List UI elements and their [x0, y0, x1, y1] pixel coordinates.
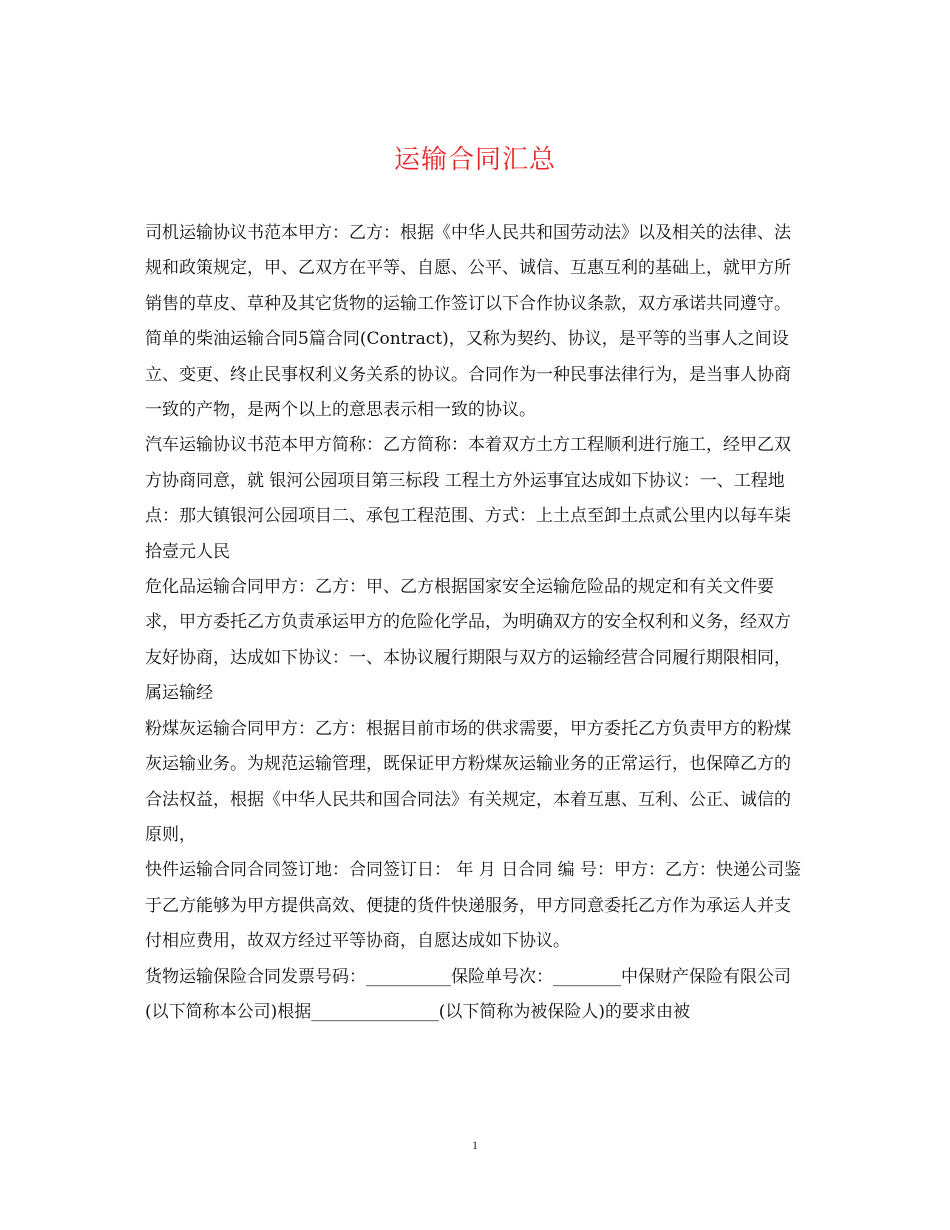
paragraph-diesel-transport-contract: 简单的柴油运输合同5篇合同(Contract)，又称为契约、协议，是平等的当事人之间设立、变更、终止民事权利义务关系的协议。合同作为一种民事法律行为，是当事人协商一致的产物，是两个以上的意思表示相一致的协议。	[145, 329, 791, 421]
paragraph-hazmat-transport-contract: 危化品运输合同甲方：乙方：甲、乙方根据国家安全运输危险品的规定和有关文件要求，甲方委托乙方负责承运甲方的危险化学品，为明确双方的安全权利和义务，经双方友好协商，达成如下协议：一、本协议履行期限与双方的运输经营合同履行期限相同，属运输经	[145, 577, 791, 704]
paragraph-fly-ash-transport-contract: 粉煤灰运输合同甲方：乙方：根据目前市场的供求需要，甲方委托乙方负责甲方的粉煤灰运输业务。为规范运输管理，既保证甲方粉煤灰运输业务的正常运行，也保障乙方的合法权益，根据《中华人民共和国合同法》有关规定，本着互惠、互利、公正、诚信的原则，	[145, 718, 791, 845]
page-title: 运输合同汇总	[393, 145, 556, 175]
paragraph-vehicle-transport-agreement: 汽车运输协议书范本甲方简称：乙方简称：本着双方土方工程顺利进行施工，经甲乙双方协商同意，就 银河公园项目第三标段 工程土方外运事宜达成如下协议：一、工程地点：那大镇银河公园项目二、承包工程范围、方式：上土点至卸土点贰公里内以每车柒拾壹元人民	[145, 435, 791, 562]
document-body	[145, 216, 805, 1030]
paragraph-driver-transport-agreement: 司机运输协议书范本甲方：乙方：根据《中华人民共和国劳动法》以及相关的法律、法规和政策规定，甲、乙双方在平等、自愿、公平、诚信、互惠互利的基础上，就甲方所销售的草皮、草种及其它货物的运输工作签订以下合作协议条款，双方承诺共同遵守。	[145, 223, 791, 314]
paragraph-express-transport-contract: 快件运输合同合同签订地：合同签订日： 年 月 日合同 编 号：甲方：乙方：快递公司鉴于乙方能够为甲方提供高效、便捷的货件快递服务，甲方同意委托乙方作为承运人并支付相应费用，故双方经过平等协商，自愿达成如下协议。	[145, 860, 802, 952]
page-number: 1	[472, 1138, 478, 1152]
paragraph-cargo-insurance-contract: 货物运输保险合同发票号码：__________保险单号次：________中保财产保险有限公司(以下简称本公司)根据_______________(以下简称为被保险人)的要求由被	[145, 966, 791, 1022]
